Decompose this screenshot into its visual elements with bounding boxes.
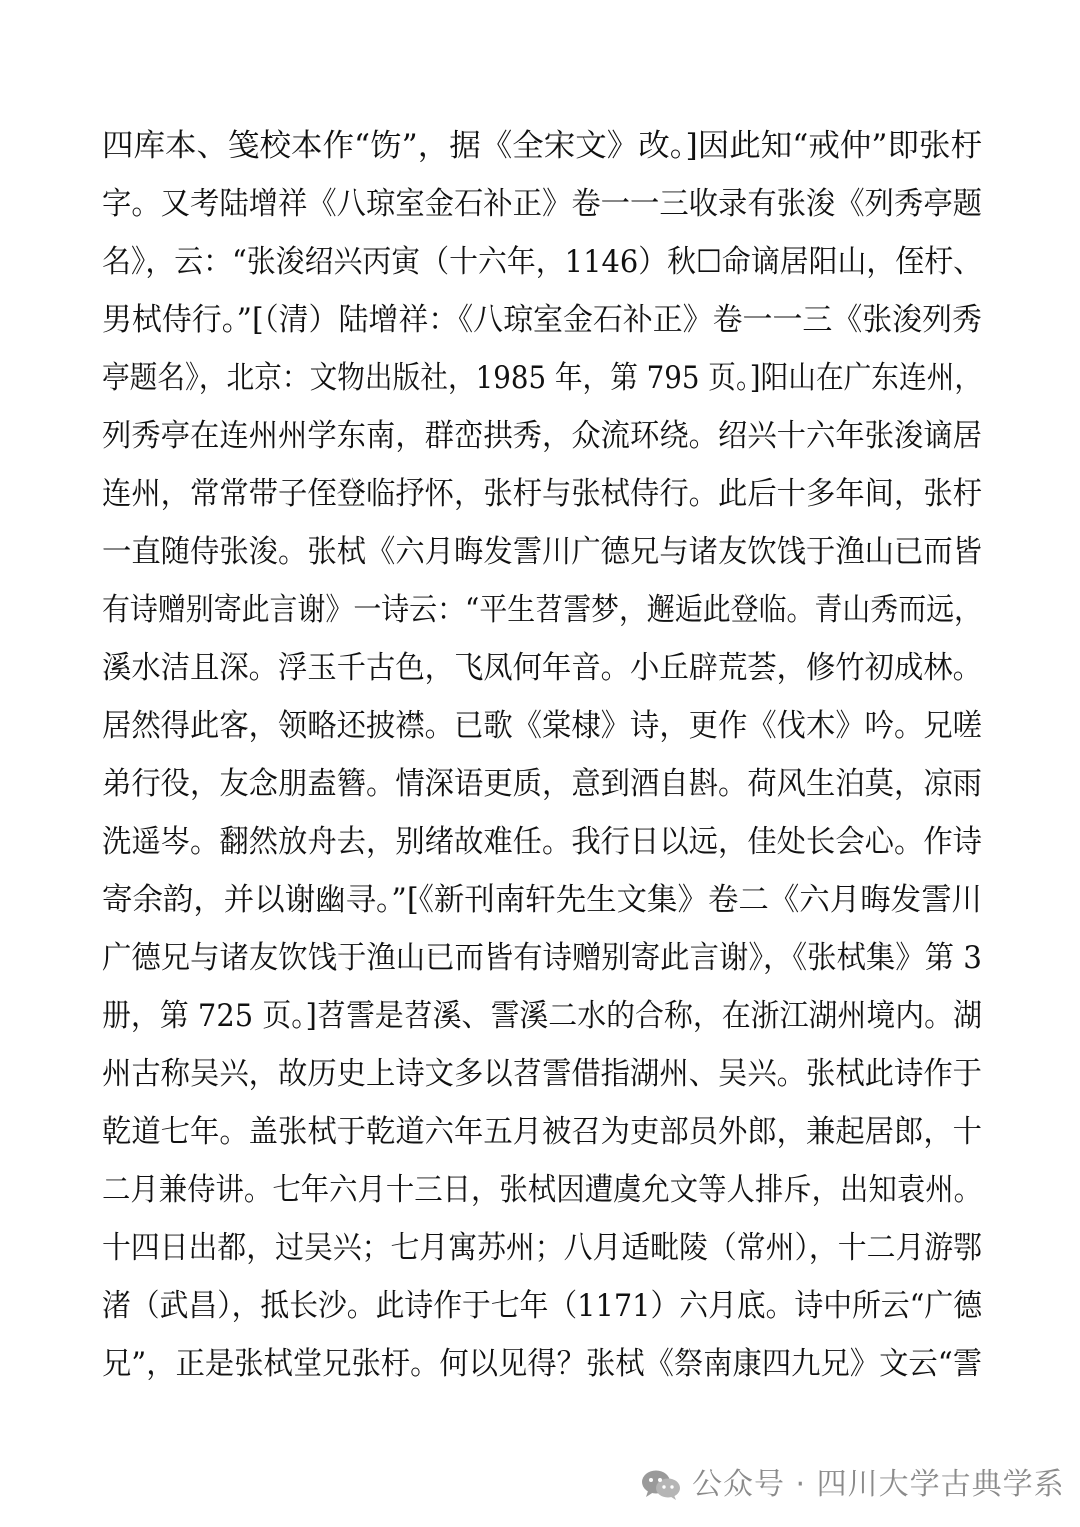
text-line: 居然得此客，领略还披襟。已歌《棠棣》诗，更作《伐木》吟。兄嗟 — [102, 708, 982, 744]
text-line: 渚（武昌），抵长沙。此诗作于七年（1171）六月底。诗中所云“广德 — [102, 1288, 982, 1324]
text-line: 一直随侍张浚。张栻《六月晦发霅川广德兄与诸友饮饯于渔山已而皆 — [102, 534, 982, 570]
text-line: 广德兄与诸友饮饯于渔山已而皆有诗赠别寄此言谢》，《张栻集》第 3 — [102, 940, 982, 976]
text-line: 寄余韵，并以谢幽寻。”[《新刊南轩先生文集》卷二《六月晦发霅川 — [102, 882, 982, 918]
text-line: 男栻侍行。”[（清）陆增祥：《八琼室金石补正》卷一一三《张浚列秀 — [102, 302, 982, 338]
text-line: 乾道七年。盖张栻于乾道六年五月被召为吏部员外郎，兼起居郎，十 — [102, 1114, 982, 1150]
text-line: 兄”，正是张栻堂兄张杅。何以见得？张栻《祭南康四九兄》文云“霅 — [102, 1346, 982, 1382]
text-line: 亭题名》，北京：文物出版社，1985 年，第 795 页。]阳山在广东连州， — [102, 360, 982, 396]
text-line: 字。又考陆增祥《八琼室金石补正》卷一一三收录有张浚《列秀亭题 — [102, 186, 982, 222]
text-line: 连州，常常带子侄登临抒怀，张杅与张栻侍行。此后十多年间，张杅 — [102, 476, 982, 512]
text-line: 溪水洁且深。浮玉千古色，飞凤何年音。小丘辟荒荟，修竹初成林。 — [102, 650, 982, 686]
text-line: 弟行役，友念朋盍簪。情深语更质，意到酒自斟。荷风生泊莫，凉雨 — [102, 766, 982, 802]
text-line: 册，第 725 页。]苕霅是苕溪、霅溪二水的合称，在浙江湖州境内。湖 — [102, 998, 982, 1034]
text-line: 洗遥岑。翻然放舟去，别绪故难任。我行日以远，佳处长会心。作诗 — [102, 824, 982, 860]
text-line: 十四日出都，过吴兴；七月寓苏州；八月适毗陵（常州），十二月游鄂 — [102, 1230, 982, 1266]
text-line: 二月兼侍讲。七年六月十三日，张栻因遭虞允文等人排斥，出知袁州。 — [102, 1172, 982, 1208]
account-watermark — [640, 1463, 1065, 1507]
watermark-text: 公众号 · 四川大学古典学系 — [692, 1467, 1065, 1502]
text-line: 列秀亭在连州州学东南，群峦拱秀，众流环绕。绍兴十六年张浚谪居 — [102, 418, 982, 454]
text-line: 有诗赠别寄此言谢》一诗云：“平生苕霅梦，邂逅此登临。青山秀而远， — [102, 592, 982, 628]
text-line: 州古称吴兴，故历史上诗文多以苕霅借指湖州、吴兴。张栻此诗作于 — [102, 1056, 982, 1092]
wechat-icon — [640, 1468, 682, 1502]
text-line: 四库本、笺校本作“饬”，据《全宋文》改。]因此知“戒仲”即张杅 — [102, 128, 982, 164]
text-line: 名》，云：“张浚绍兴丙寅（十六年，1146）秋☐命谪居阳山，侄杅、 — [102, 244, 982, 280]
